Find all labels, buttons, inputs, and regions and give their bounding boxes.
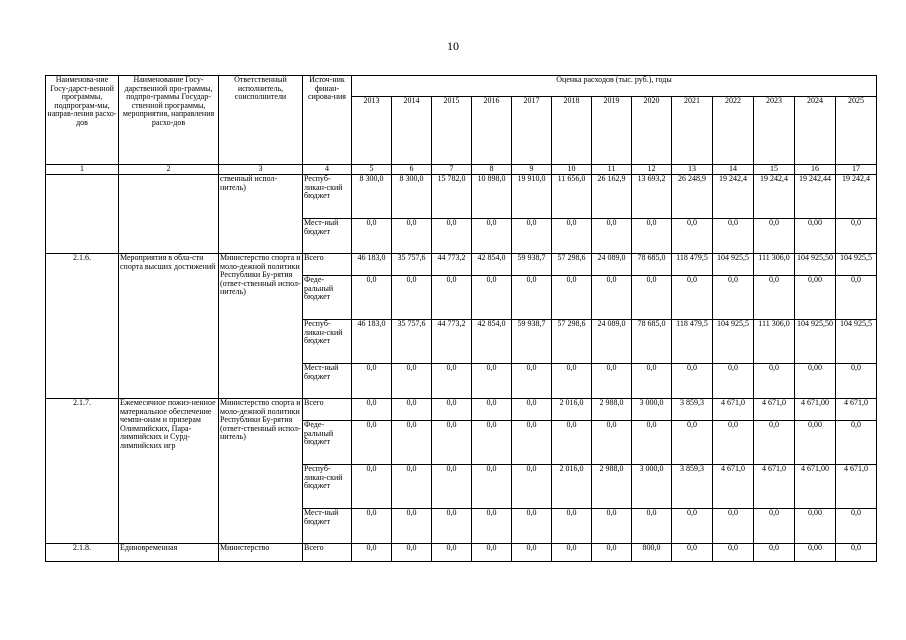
header-executor: Ответственный исполнитель, соисполнители — [219, 76, 303, 165]
value-cell: 0,0 — [392, 509, 432, 544]
value-cell: 0,0 — [754, 276, 795, 320]
header-year: 2017 — [512, 97, 552, 165]
value-cell: 0,0 — [552, 219, 592, 254]
value-cell: 0,0 — [472, 219, 512, 254]
column-number: 9 — [512, 165, 552, 175]
value-cell: 3 859,3 — [672, 465, 713, 509]
value-cell: 57 298,6 — [552, 254, 592, 276]
source-cell: Респуб-ликан-ский бюджет — [303, 175, 352, 219]
header-year: 2016 — [472, 97, 512, 165]
column-number: 4 — [303, 165, 352, 175]
value-cell: 0,0 — [713, 276, 754, 320]
value-cell: 26 162,9 — [592, 175, 632, 219]
value-cell: 0,00 — [795, 544, 836, 562]
value-cell: 0,0 — [836, 276, 877, 320]
value-cell: 2 988,0 — [592, 465, 632, 509]
value-cell: 0,0 — [672, 364, 713, 399]
column-number: 8 — [472, 165, 512, 175]
value-cell: 0,0 — [432, 509, 472, 544]
value-cell: 3 000,0 — [632, 465, 672, 509]
value-cell: 0,0 — [672, 509, 713, 544]
value-cell: 24 089,0 — [592, 254, 632, 276]
value-cell: 0,0 — [836, 219, 877, 254]
value-cell: 0,0 — [512, 544, 552, 562]
event-name-cell: Мероприятия в обла-сти спорта высших достижений — [119, 254, 219, 399]
column-number: 16 — [795, 165, 836, 175]
header-program: Наименова-ние Госу-дарст-венной программы, подпрограм-мы, направ-ления расхо-дов — [46, 76, 119, 165]
header-year: 2020 — [632, 97, 672, 165]
source-cell: Феде-ральный бюджет — [303, 276, 352, 320]
source-cell: Мест-ный бюджет — [303, 364, 352, 399]
value-cell: 0,0 — [754, 509, 795, 544]
value-cell: 57 298,6 — [552, 320, 592, 364]
value-cell: 24 089,0 — [592, 320, 632, 364]
value-cell: 0,0 — [552, 364, 592, 399]
value-cell: 0,0 — [632, 509, 672, 544]
header-year: 2021 — [672, 97, 713, 165]
value-cell: 35 757,6 — [392, 320, 432, 364]
value-cell: 0,0 — [512, 364, 552, 399]
value-cell: 0,0 — [754, 364, 795, 399]
header-year: 2022 — [713, 97, 754, 165]
value-cell: 0,0 — [472, 509, 512, 544]
executor-cell: ственный испол-нитель) — [219, 175, 303, 254]
value-cell: 0,0 — [352, 509, 392, 544]
value-cell: 111 306,0 — [754, 254, 795, 276]
value-cell: 0,0 — [552, 509, 592, 544]
value-cell: 0,0 — [352, 219, 392, 254]
program-code-cell: 2.1.6. — [46, 254, 119, 399]
value-cell: 46 183,0 — [352, 254, 392, 276]
value-cell: 0,0 — [836, 364, 877, 399]
value-cell: 0,0 — [672, 219, 713, 254]
column-number: 13 — [672, 165, 713, 175]
value-cell: 4 671,0 — [836, 399, 877, 421]
value-cell: 0,0 — [672, 276, 713, 320]
value-cell: 0,0 — [836, 509, 877, 544]
value-cell: 0,0 — [713, 219, 754, 254]
table-row — [46, 544, 877, 562]
value-cell: 111 306,0 — [754, 320, 795, 364]
column-number: 15 — [754, 165, 795, 175]
value-cell: 0,0 — [472, 276, 512, 320]
value-cell: 0,0 — [592, 219, 632, 254]
value-cell: 15 782,0 — [432, 175, 472, 219]
value-cell: 0,0 — [432, 364, 472, 399]
value-cell: 78 685,0 — [632, 320, 672, 364]
value-cell: 0,0 — [592, 276, 632, 320]
value-cell: 3 000,0 — [632, 399, 672, 421]
value-cell: 35 757,6 — [392, 254, 432, 276]
value-cell: 0,00 — [795, 364, 836, 399]
value-cell: 0,0 — [592, 544, 632, 562]
value-cell: 0,0 — [592, 509, 632, 544]
column-number: 2 — [119, 165, 219, 175]
value-cell: 0,00 — [795, 276, 836, 320]
value-cell: 46 183,0 — [352, 320, 392, 364]
value-cell: 0,0 — [472, 364, 512, 399]
source-cell: Мест-ный бюджет — [303, 219, 352, 254]
value-cell: 19 242,4 — [754, 175, 795, 219]
value-cell: 0,0 — [432, 219, 472, 254]
value-cell: 104 925,5 — [713, 320, 754, 364]
value-cell: 0,0 — [552, 276, 592, 320]
value-cell: 0,0 — [713, 544, 754, 562]
value-cell: 0,0 — [552, 421, 592, 465]
value-cell: 0,0 — [352, 421, 392, 465]
value-cell: 3 859,3 — [672, 399, 713, 421]
value-cell: 0,0 — [836, 544, 877, 562]
value-cell: 8 300,0 — [392, 175, 432, 219]
source-cell: Всего — [303, 399, 352, 421]
value-cell: 4 671,0 — [713, 465, 754, 509]
value-cell: 2 016,0 — [552, 465, 592, 509]
executor-cell: Министерство спорта и моло-дежной политики Республики Бу-рятия (ответ-ственный испол-нитель) — [219, 254, 303, 399]
value-cell: 0,0 — [632, 219, 672, 254]
header-year: 2014 — [392, 97, 432, 165]
value-cell: 0,0 — [472, 465, 512, 509]
value-cell: 8 300,0 — [352, 175, 392, 219]
source-cell: Феде-ральный бюджет — [303, 421, 352, 465]
value-cell: 59 938,7 — [512, 320, 552, 364]
value-cell: 19 242,44 — [795, 175, 836, 219]
value-cell: 0,0 — [512, 509, 552, 544]
value-cell: 0,0 — [472, 399, 512, 421]
value-cell: 0,0 — [672, 421, 713, 465]
column-number: 14 — [713, 165, 754, 175]
source-cell: Мест-ный бюджет — [303, 509, 352, 544]
value-cell: 0,0 — [432, 276, 472, 320]
value-cell: 4 671,0 — [836, 465, 877, 509]
value-cell: 0,0 — [632, 276, 672, 320]
column-number: 10 — [552, 165, 592, 175]
value-cell: 0,0 — [754, 219, 795, 254]
value-cell: 0,0 — [754, 544, 795, 562]
header-year: 2025 — [836, 97, 877, 165]
value-cell: 0,0 — [592, 364, 632, 399]
table-body — [46, 165, 877, 562]
budget-table — [45, 75, 877, 562]
program-code-cell: 2.1.8. — [46, 544, 119, 562]
value-cell: 118 479,5 — [672, 320, 713, 364]
header-year: 2015 — [432, 97, 472, 165]
page-number: 10 — [447, 39, 459, 53]
value-cell: 104 925,5 — [836, 254, 877, 276]
value-cell: 0,0 — [392, 421, 432, 465]
value-cell: 19 242,4 — [836, 175, 877, 219]
value-cell: 0,0 — [352, 465, 392, 509]
value-cell: 0,00 — [795, 219, 836, 254]
value-cell: 0,0 — [592, 421, 632, 465]
column-number: 3 — [219, 165, 303, 175]
value-cell: 0,0 — [392, 399, 432, 421]
value-cell: 0,0 — [352, 276, 392, 320]
value-cell: 104 925,50 — [795, 320, 836, 364]
value-cell: 26 248,9 — [672, 175, 713, 219]
value-cell: 0,0 — [392, 465, 432, 509]
value-cell: 0,0 — [754, 421, 795, 465]
value-cell: 0,00 — [795, 509, 836, 544]
column-number: 11 — [592, 165, 632, 175]
value-cell: 19 242,4 — [713, 175, 754, 219]
value-cell: 0,00 — [795, 421, 836, 465]
value-cell: 0,0 — [632, 364, 672, 399]
value-cell: 4 671,00 — [795, 465, 836, 509]
code-cell — [46, 175, 119, 254]
source-cell: Респуб-ликан-ский бюджет — [303, 465, 352, 509]
value-cell: 10 898,0 — [472, 175, 512, 219]
column-number: 1 — [46, 165, 119, 175]
header-estimate: Оценка расходов (тыс. руб.), годы — [352, 76, 877, 97]
value-cell: 0,0 — [512, 421, 552, 465]
value-cell: 44 773,2 — [432, 320, 472, 364]
value-cell: 800,0 — [632, 544, 672, 562]
executor-cell: Министерство спорта и моло-дежной политики Республики Бу-рятия (ответ-ственный испол-нитель) — [219, 399, 303, 544]
header-year: 2013 — [352, 97, 392, 165]
value-cell: 0,0 — [352, 364, 392, 399]
value-cell: 4 671,00 — [795, 399, 836, 421]
source-cell: Всего — [303, 544, 352, 562]
source-cell: Всего — [303, 254, 352, 276]
event-name-cell — [119, 175, 219, 254]
header-source: Источ-ник финан-сирова-ния — [303, 76, 352, 165]
value-cell: 0,0 — [472, 421, 512, 465]
table-row — [46, 254, 877, 276]
value-cell: 4 671,0 — [713, 399, 754, 421]
value-cell: 104 925,5 — [836, 320, 877, 364]
table-row — [46, 399, 877, 421]
value-cell: 42 854,0 — [472, 320, 512, 364]
value-cell: 2 016,0 — [552, 399, 592, 421]
value-cell: 0,0 — [392, 276, 432, 320]
value-cell: 0,0 — [632, 421, 672, 465]
value-cell: 4 671,0 — [754, 399, 795, 421]
value-cell: 0,0 — [432, 544, 472, 562]
header-year: 2023 — [754, 97, 795, 165]
value-cell: 0,0 — [392, 219, 432, 254]
value-cell: 0,0 — [472, 544, 512, 562]
value-cell: 2 988,0 — [592, 399, 632, 421]
value-cell: 0,0 — [672, 544, 713, 562]
value-cell: 0,0 — [392, 544, 432, 562]
value-cell: 42 854,0 — [472, 254, 512, 276]
header-row — [46, 76, 877, 97]
value-cell: 0,0 — [352, 544, 392, 562]
value-cell: 0,0 — [512, 465, 552, 509]
header-event: Наименование Госу-дарственной про-граммы, подпро-граммы Государ-ственной программы, мероприятия, направления расхо-дов — [119, 76, 219, 165]
table-row — [46, 175, 877, 219]
value-cell: 78 685,0 — [632, 254, 672, 276]
value-cell: 4 671,0 — [754, 465, 795, 509]
value-cell: 0,0 — [552, 544, 592, 562]
value-cell: 0,0 — [432, 421, 472, 465]
value-cell: 0,0 — [713, 421, 754, 465]
column-number: 6 — [392, 165, 432, 175]
header-year: 2019 — [592, 97, 632, 165]
program-code-cell: 2.1.7. — [46, 399, 119, 544]
source-cell: Респуб-ликан-ский бюджет — [303, 320, 352, 364]
value-cell: 0,0 — [713, 364, 754, 399]
value-cell: 0,0 — [512, 399, 552, 421]
executor-cell: Министерство — [219, 544, 303, 562]
value-cell: 13 693,2 — [632, 175, 672, 219]
column-number: 12 — [632, 165, 672, 175]
value-cell: 104 925,5 — [713, 254, 754, 276]
value-cell: 0,0 — [432, 399, 472, 421]
header-year: 2018 — [552, 97, 592, 165]
value-cell: 0,0 — [512, 276, 552, 320]
column-number: 17 — [836, 165, 877, 175]
event-name-cell: Ежемесячное пожиз-ненное материальное обеспечение чемпи-онам и призерам Олимпийских, Пара-лимпийских и Сурд-лимпийских игр — [119, 399, 219, 544]
value-cell: 59 938,7 — [512, 254, 552, 276]
value-cell: 44 773,2 — [432, 254, 472, 276]
value-cell: 0,0 — [432, 465, 472, 509]
value-cell: 0,0 — [392, 364, 432, 399]
column-number: 5 — [352, 165, 392, 175]
value-cell: 11 656,0 — [552, 175, 592, 219]
header-year: 2024 — [795, 97, 836, 165]
value-cell: 118 479,5 — [672, 254, 713, 276]
value-cell: 0,0 — [512, 219, 552, 254]
value-cell: 104 925,50 — [795, 254, 836, 276]
event-name-cell: Единовременная — [119, 544, 219, 562]
column-number-row — [46, 165, 877, 175]
value-cell: 0,0 — [836, 421, 877, 465]
value-cell: 0,0 — [713, 509, 754, 544]
value-cell: 19 910,0 — [512, 175, 552, 219]
column-number: 7 — [432, 165, 472, 175]
value-cell: 0,0 — [352, 399, 392, 421]
